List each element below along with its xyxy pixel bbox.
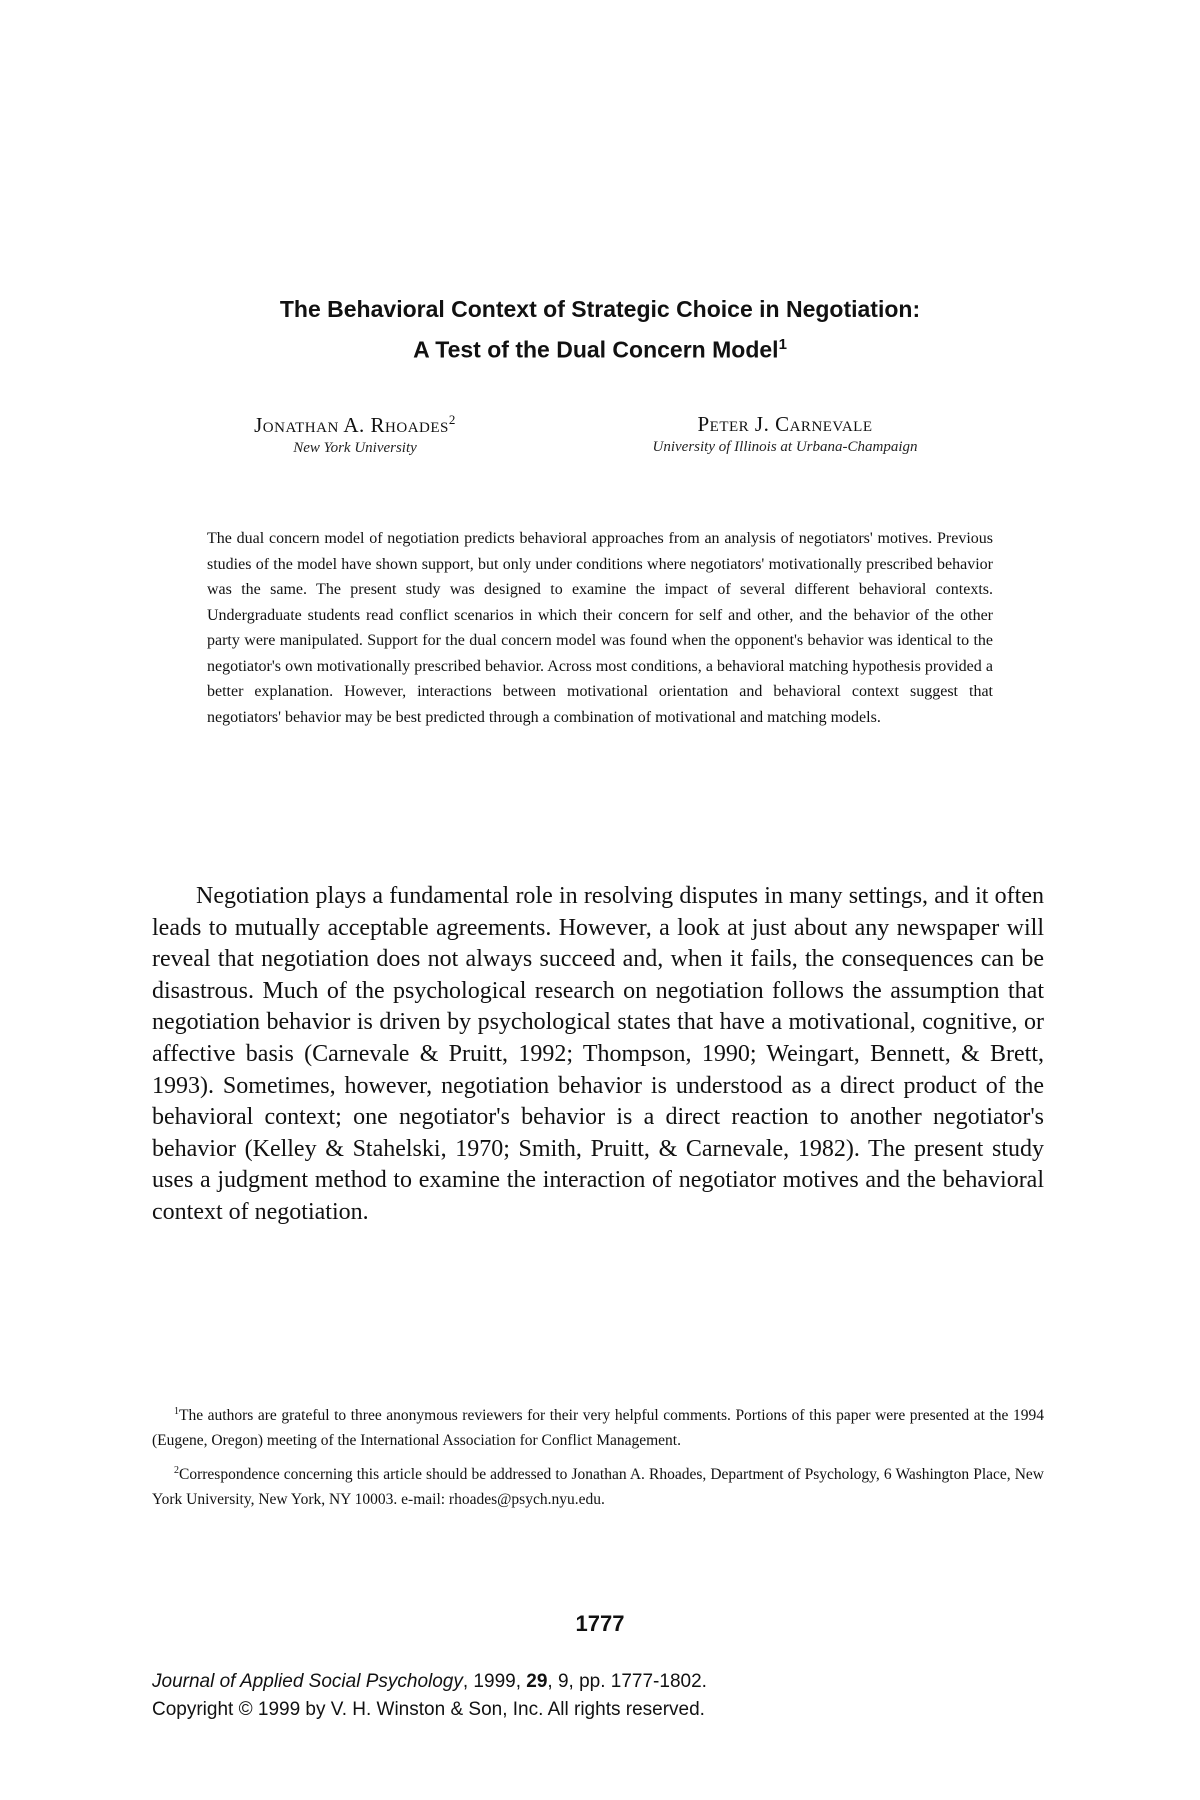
citation-line: Journal of Applied Social Psychology, 1999, 29, 9, pp. 1777-1802.	[152, 1671, 707, 1692]
author-name: Jonathan A. Rhoades$^2$	[254, 412, 456, 437]
journal-volume: 29	[526, 1671, 548, 1692]
author-carnevale	[575, 412, 995, 456]
page-number: 1777	[575, 1611, 625, 1636]
footnote-mark: 1	[174, 1406, 179, 1417]
author-affiliation: New York University	[293, 440, 417, 456]
author-footnote-mark: 2	[448, 412, 456, 427]
article-title	[130, 292, 1070, 368]
footnotes	[152, 1400, 1044, 1518]
title-footnote-mark: 1	[778, 336, 787, 353]
journal-name: Journal of Applied Social Psychology	[152, 1671, 463, 1692]
footnote-1: $^1$The authors are grateful to three anonymous reviewers for their very helpful comments. Portions of this paper were presented at the 1994 (Eugene, Oregon) meeting of the International Association for Conflict Management.	[152, 1406, 1044, 1449]
footnote-mark: 2	[174, 1465, 179, 1477]
author-name: Peter J. Carnevale	[697, 412, 873, 436]
journal-citation	[152, 1668, 1102, 1724]
author-rhoades	[190, 412, 520, 457]
abstract: The dual concern model of negotiation predicts behavioral approaches from an analysis of negotiators' motives. Previous studies of the model have shown support, but only under conditions where negotiators' motivationally prescribed behavior was the same. The present study was designed to examine the impact of several different behavioral contexts. Undergraduate students read conflict scenarios in which their concern for self and other, and the behavior of the other party were manipulated. Support for the dual concern model was found when the opponent's behavior was identical to the negotiator's own motivationally prescribed behavior. Across most conditions, a behavioral matching hypothesis provided a better explanation. However, interactions between motivational orientation and behavioral context suggest that negotiators' behavior may be best predicted through a combination of motivational and matching models.	[207, 530, 993, 726]
footnote-2: $^2$Correspondence concerning this article should be addressed to Jonathan A. Rhoades, Department of Psychology, 6 Washington Place, New York University, New York, NY 10003. e-mail: rhoades@psych.nyu.edu.	[152, 1465, 1044, 1508]
title-line-1: The Behavioral Context of Strategic Choice in Negotiation:	[279, 296, 921, 322]
title-line-2: A Test of the Dual Concern Model	[413, 336, 779, 363]
author-affiliation: University of Illinois at Urbana-Champaign	[652, 439, 918, 455]
body-paragraph: Negotiation plays a fundamental role in resolving disputes in many settings, and it often leads to mutually acceptable agreements. However, a look at just about any newspaper will reveal that negotiation does not always succeed and, when it fails, the consequences can be disastrous. Much of the psychological research on negotiation follows the assumption that negotiation behavior is driven by psychological states that have a motivational, cognitive, or affective basis (Carnevale & Pruitt, 1992; Thompson, 1990; Weingart, Bennett, & Brett, 1993). Sometimes, however, negotiation behavior is understood as a direct product of the behavioral context; one negotiator's behavior is a direct reaction to another negotiator's behavior (Kelley & Stahelski, 1970; Smith, Pruitt, & Carnevale, 1982). The present study uses a judgment method to examine the interaction of negotiator motives and the behavioral context of negotiation.	[152, 883, 1044, 1225]
copyright-line: Copyright © 1999 by V. H. Winston & Son, Inc. All rights reserved.	[152, 1699, 705, 1720]
